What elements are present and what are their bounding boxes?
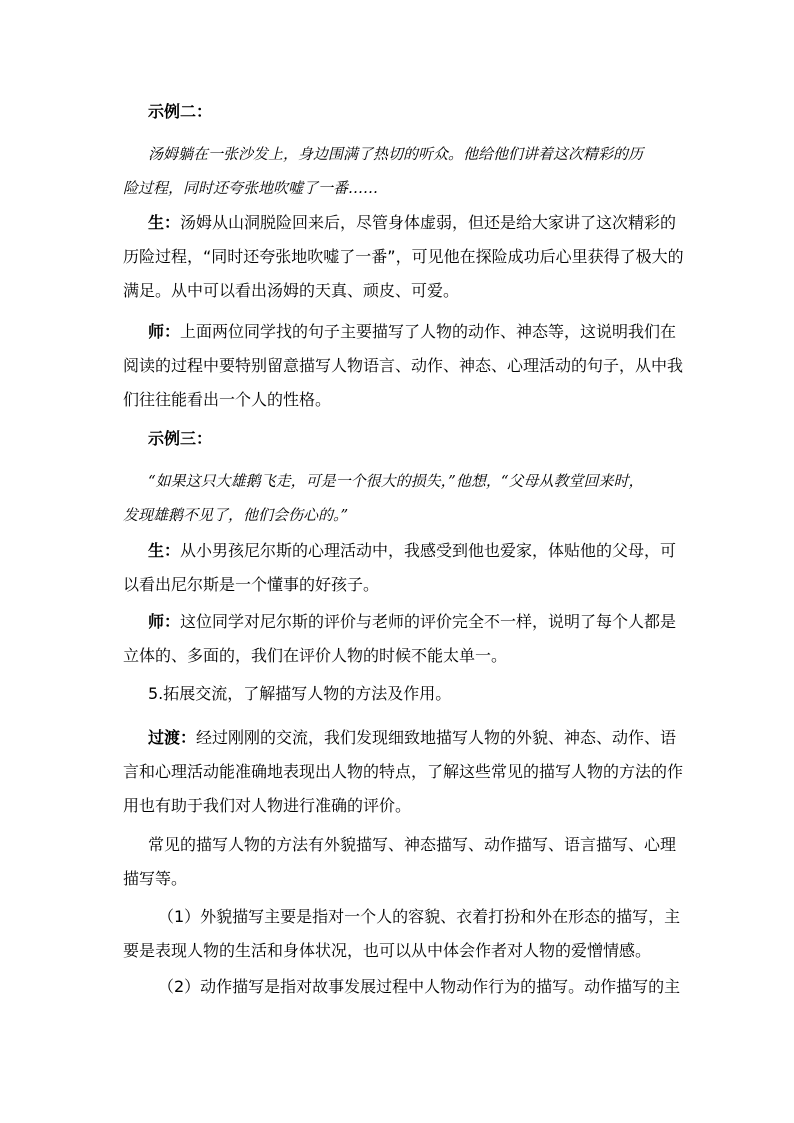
transition-label: 过渡：	[148, 728, 197, 747]
student-response-2: 生：从小男孩尼尔斯的心理活动中，我感受到他也爱家，体贴他的父母，可 以看出尼尔斯是一个懂事的好孩子。	[123, 541, 677, 594]
method-item-2: （2）动作描写是指对故事发展过程中人物动作行为的描写。动作描写的主	[158, 977, 681, 996]
teacher-label: 师：	[148, 322, 181, 341]
methods-paragraph: 常见的描写人物的方法有外貌描写、神态描写、动作描写、语言描写、心理 描写等。	[123, 835, 677, 888]
step-5-heading: 5.拓展交流，了解描写人物的方法及作用。	[148, 684, 452, 703]
teacher-comment-1: 师：上面两位同学找的句子主要描写了人物的动作、神态等，这说明我们在 阅读的过程中要特别留意描写人物语言、动作、神态、心理活动的句子，从中我 们往往能看出一个人的性格。	[123, 322, 684, 409]
teacher-label: 师：	[148, 612, 181, 631]
example-3-quote: “如果这只大雄鹅飞走，可是一个很大的损失，”他想，“父母从教堂回来时， 发现雄鹅不见了，他们会伤心的。”	[123, 472, 644, 524]
transition-paragraph: 过渡：经过刚刚的交流，我们发现细致地描写人物的外貌、神态、动作、语 言和心理活动能准确地表现出人物的特点，了解这些常见的描写人物的方法的作 用也有助于我们对人物进行准确的评价。	[123, 728, 684, 815]
example-2-heading: 示例二：	[148, 102, 213, 121]
student-label: 生：	[148, 541, 181, 560]
student-response-1: 生：汤姆从山洞脱险回来后，尽管身体虚弱，但还是给大家讲了这次精彩的 历险过程，“同时还夸张地吹嘘了一番”，可见他在探险成功后心里获得了极大的 满足。从中可以看出汤姆的天真、顽皮、可爱。	[123, 213, 684, 300]
student-label: 生：	[148, 213, 181, 232]
example-3-heading: 示例三：	[148, 429, 213, 448]
teacher-comment-2: 师：这位同学对尼尔斯的评价与老师的评价完全不一样，说明了每个人都是 立体的、多面的，我们在评价人物的时候不能太单一。	[123, 612, 677, 665]
example-2-quote: 汤姆躺在一张沙发上，身边围满了热切的听众。他给他们讲着这次精彩的历 险过程，同时还夸张地吹嘘了一番……	[123, 145, 644, 197]
method-item-1: （1）外貌描写主要是指对一个人的容貌、衣着打扮和外在形态的描写，主 要是表现人物的生活和身体状况，也可以从中体会作者对人物的爱憎情感。	[123, 907, 681, 960]
